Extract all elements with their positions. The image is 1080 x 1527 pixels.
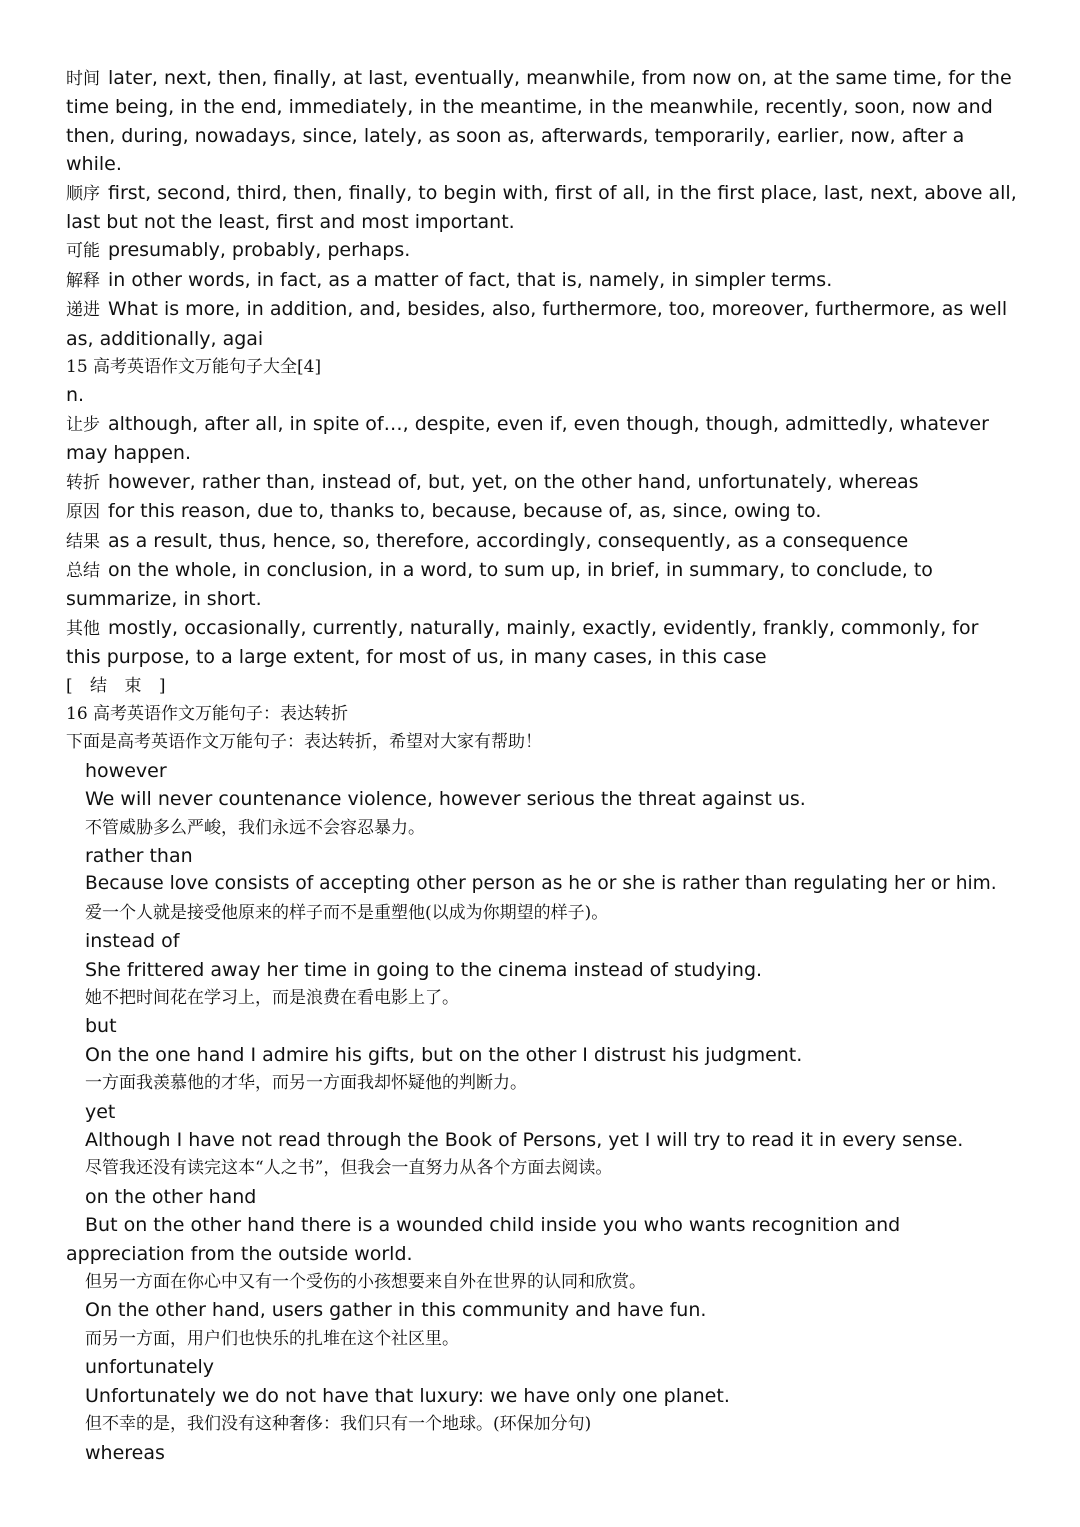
explain-label: 解释 — [66, 270, 100, 291]
time-label: 时间 — [66, 69, 100, 89]
term-unfortunately: unfortunately — [85, 1356, 215, 1379]
time-text: later, next, then, finally, at last, eventually, meanwhile, from now on, at the same time, for the time being, in the end, immediately, in the meantime, in the meanwhile, recently, soon, now and then, during, nowadays, since, lately, as soon as, afterwards, temporarily, earlier, now, after a while. — [66, 67, 1012, 176]
example-en-on-the-other-hand-2: On the other hand, users gather in this community and have fun. — [85, 1299, 707, 1322]
order-text: first, second, third, then, finally, to begin with, first of all, in the first place, last, next, above all, last but not the least, first and most important. — [66, 181, 1017, 234]
concession-text: although, after all, in spite of…, despite, even if, even though, though, admittedly, whatever may happen. — [66, 412, 989, 465]
order-label: 顺序 — [66, 183, 100, 204]
fragment-n: n. — [66, 384, 85, 407]
example-en-unfortunately: Unfortunately we do not have that luxury: we have only one planet. — [85, 1384, 730, 1407]
transition-label: 转折 — [66, 472, 100, 493]
time-paragraph — [66, 64, 1018, 179]
order-paragraph — [66, 179, 1018, 237]
example-cn-however: 不管威胁多么严峻，我们永远不会容忍暴力。 — [85, 817, 425, 838]
term-whereas: whereas — [85, 1441, 165, 1464]
example-en-yet: Although I have not read through the Book of Persons, yet I will try to read it in every sense. — [85, 1129, 964, 1152]
example-cn-unfortunately: 但不幸的是，我们没有这种奢侈：我们只有一个地球。(环保加分句) — [85, 1414, 592, 1435]
other-text: mostly, occasionally, currently, naturally, mainly, exactly, evidently, frankly, commonly, for this purpose, to a large extent, for most of us, in many cases, in this case — [66, 616, 979, 669]
progress-paragraph — [66, 295, 1018, 353]
term-but: but — [85, 1015, 117, 1038]
example-cn-on-the-other-hand-1: 但另一方面在你心中又有一个受伤的小孩想要来自外在世界的认同和欣赏。 — [85, 1272, 646, 1293]
progress-label: 递进 — [66, 300, 100, 321]
result-label: 结果 — [66, 531, 100, 552]
example-cn-rather-than: 爱一个人就是接受他原来的样子而不是重塑他(以成为你期望的样子)。 — [85, 902, 609, 923]
explain-paragraph — [66, 266, 1018, 295]
example-cn-instead-of: 她不把时间花在学习上，而是浪费在看电影上了。 — [85, 988, 459, 1008]
example-en-however: We will never countenance violence, however serious the threat against us. — [85, 788, 806, 811]
summary-text: on the whole, in conclusion, in a word, to sum up, in brief, in summary, to conclude, to summarize, in short. — [66, 558, 933, 611]
possible-text: presumably, probably, perhaps. — [108, 239, 411, 262]
reason-paragraph — [66, 497, 1018, 526]
term-instead-of: instead of — [85, 930, 180, 953]
concession-label: 让步 — [66, 414, 100, 435]
summary-paragraph — [66, 556, 1018, 614]
reason-label: 原因 — [66, 502, 100, 523]
example-cn-but: 一方面我羡慕他的才华，而另一方面我却怀疑他的判断力。 — [85, 1073, 527, 1094]
other-paragraph — [66, 614, 1018, 672]
example-cn-on-the-other-hand-2: 而另一方面，用户们也快乐的扎堆在这个社区里。 — [85, 1328, 459, 1349]
example-en-but: On the one hand I admire his gifts, but on the other I distrust his judgment. — [85, 1043, 803, 1066]
term-rather-than: rather than — [85, 844, 193, 867]
transition-paragraph — [66, 468, 1018, 497]
possible-paragraph — [66, 236, 1018, 265]
explain-text: in other words, in fact, as a matter of fact, that is, namely, in simpler terms. — [108, 268, 833, 291]
term-however: however — [85, 759, 167, 782]
progress-text: What is more, in addition, and, besides, also, furthermore, too, moreover, furthermore, as well as, additionally, agai — [66, 298, 1008, 350]
other-label: 其他 — [66, 618, 100, 639]
reason-text: for this reason, due to, thanks to, because, because of, as, since, owing to. — [108, 500, 822, 523]
term-yet: yet — [85, 1100, 116, 1123]
example-en-on-the-other-hand-1: But on the other hand there is a wounded child inside you who wants recognition and appreciation from the outside world. — [66, 1214, 901, 1265]
section-15-title: 15 高考英语作文万能句子大全[4] — [66, 357, 322, 378]
concession-paragraph — [66, 410, 1018, 468]
result-paragraph — [66, 527, 1018, 556]
example-en-rather-than: Because love consists of accepting other person as he or she is rather than regulating her or him. — [85, 873, 997, 895]
example-cn-yet: 尽管我还没有读完这本“人之书”，但我会一直努力从各个方面去阅读。 — [85, 1158, 613, 1179]
example-en-instead-of: She frittered away her time in going to the cinema instead of studying. — [85, 958, 763, 981]
term-on-the-other-hand: on the other hand — [85, 1185, 257, 1208]
section-16-intro: 下面是高考英语作文万能句子：表达转折，希望对大家有帮助！ — [66, 732, 542, 753]
end-marker: [ 结 束 ] — [66, 675, 172, 696]
possible-label: 可能 — [66, 241, 100, 262]
section-16-title: 16 高考英语作文万能句子：表达转折 — [66, 703, 349, 724]
document-page — [66, 64, 1018, 1467]
summary-label: 总结 — [66, 560, 100, 581]
transition-text: however, rather than, instead of, but, yet, on the other hand, unfortunately, whereas — [108, 470, 919, 493]
result-text: as a result, thus, hence, so, therefore, accordingly, consequently, as a consequence — [108, 529, 909, 552]
